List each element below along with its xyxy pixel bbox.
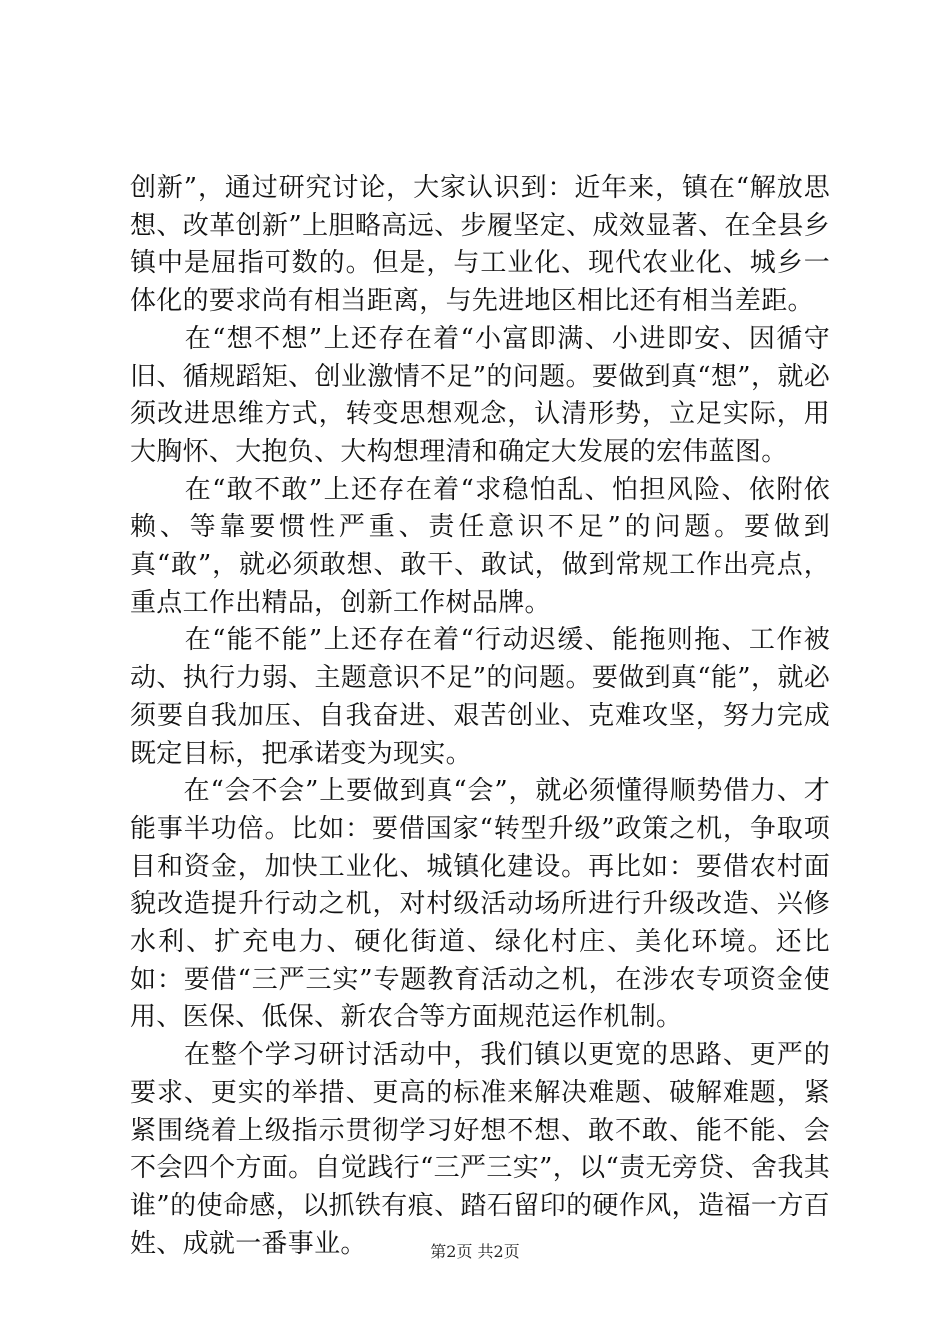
paragraph-2: 在“想不想”上还存在着“小富即满、小进即安、因循守旧、循规蹈矩、创业激情不足”的问题。要做到真“想”，就必须改进思维方式，转变思想观念，认清形势，立足实际，用大胸怀、大抱负、大构想理清和确定大发展的宏伟蓝图。 [130,323,830,467]
page-footer: 第2页 共2页 [430,1242,520,1261]
paragraph-5: 在“会不会”上要做到真“会”，就必须懂得顺势借力、才能事半功倍。比如：要借国家“转型升级”政策之机，争取项目和资金，加快工业化、城镇化建设。再比如：要借农村面貌改造提升行动之机，对村级活动场所进行升级改造、兴修水利、扩充电力、硬化街道、绿化村庄、美化环境。还比如：要借“三严三实”专题教育活动之机，在涉农专项资金使用、医保、低保、新农合等方面规范运作机制。 [130,776,830,1033]
paragraph-1: 创新”，通过研究讨论，大家认识到：近年来，镇在“解放思想、改革创新”上胆略高远、步履坚定、成效显著、在全县乡镇中是屈指可数的。但是，与工业化、现代农业化、城乡一体化的要求尚有相当距离，与先进地区相比还有相当差距。 [130,173,830,317]
paragraph-6: 在整个学习研讨活动中，我们镇以更宽的思路、更严的要求、更实的举措、更高的标准来解决难题、破解难题，紧紧围绕着上级指示贯彻学习好想不想、敢不敢、能不能、会不会四个方面。自觉践行“三严三实”，以“责无旁贷、舍我其谁”的使命感，以抓铁有痕、踏石留印的硬作风，造福一方百姓、成就一番事业。 [130,1040,830,1259]
document-body [130,170,830,1263]
paragraph-3: 在“敢不敢”上还存在着“求稳怕乱、怕担风险、依附依赖、等靠要惯性严重、责任意识不足”的问题。要做到真“敢”，就必须敢想、敢干、敢试，做到常规工作出亮点，重点工作出精品，创新工作树品牌。 [130,474,830,618]
paragraph-4: 在“能不能”上还存在着“行动迟缓、能拖则拖、工作被动、执行力弱、主题意识不足”的问题。要做到真“能”，就必须要自我加压、自我奋进、艰苦创业、克难攻坚，努力完成既定目标，把承诺变为现实。 [130,625,830,769]
